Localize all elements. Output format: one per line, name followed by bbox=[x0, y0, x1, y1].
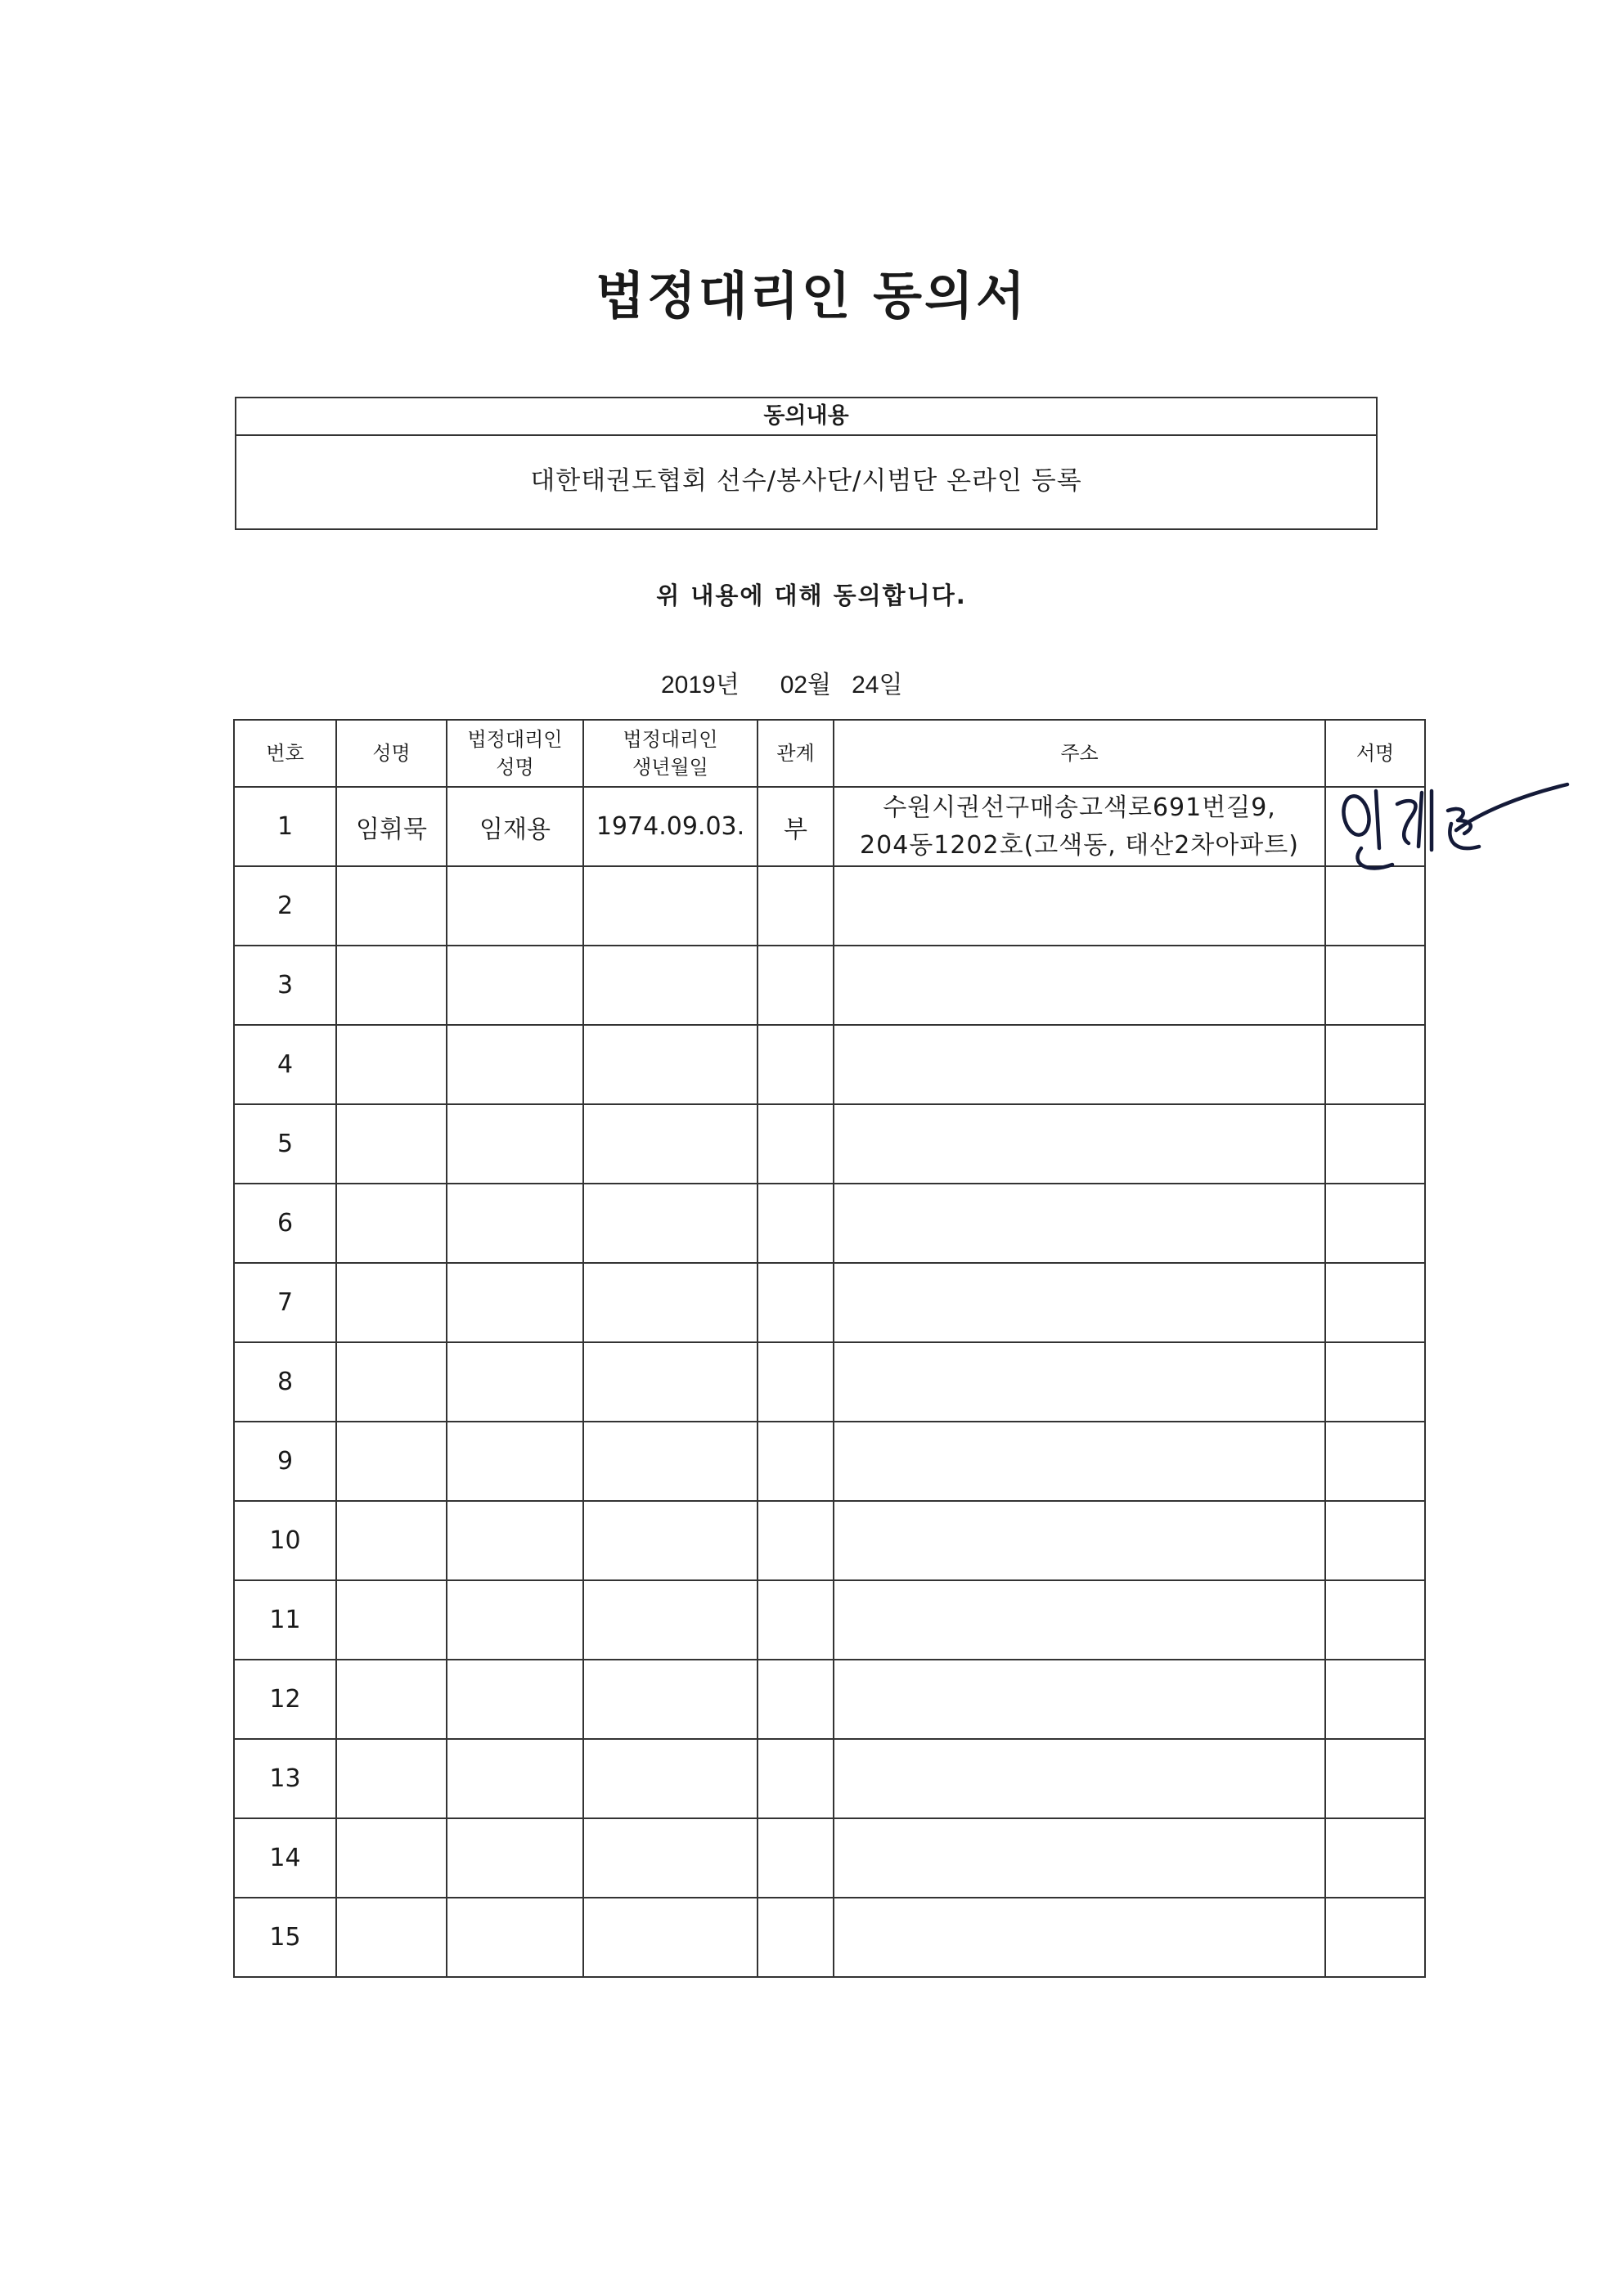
table-row bbox=[234, 1184, 1425, 1263]
consent-date: 2019년 02월 24일 bbox=[661, 672, 903, 699]
guardian-name-cell bbox=[447, 1104, 583, 1184]
student-name-cell bbox=[336, 946, 447, 1025]
guardian-birthdate-cell bbox=[583, 1025, 758, 1104]
guardian-name-cell bbox=[447, 1184, 583, 1263]
header-address: 주소 bbox=[834, 720, 1325, 787]
header-signature: 서명 bbox=[1325, 720, 1425, 787]
guardian-birthdate-cell bbox=[583, 1263, 758, 1342]
guardian-roster-table bbox=[233, 719, 1426, 1978]
row-number-cell: 13 bbox=[234, 1739, 336, 1818]
table-row bbox=[234, 946, 1425, 1025]
guardian-birthdate-cell bbox=[583, 1501, 758, 1580]
address-cell bbox=[834, 866, 1325, 946]
guardian-birthdate-cell bbox=[583, 1660, 758, 1739]
relation-cell bbox=[758, 1501, 834, 1580]
address-cell bbox=[834, 1184, 1325, 1263]
address-cell bbox=[834, 1104, 1325, 1184]
address-cell bbox=[834, 946, 1325, 1025]
guardian-name-cell bbox=[447, 1501, 583, 1580]
address-cell bbox=[834, 1501, 1325, 1580]
signature-cell bbox=[1325, 1818, 1425, 1898]
row-number-cell: 5 bbox=[234, 1104, 336, 1184]
address-cell bbox=[834, 1898, 1325, 1977]
row-number-cell: 8 bbox=[234, 1342, 336, 1422]
row-number-cell: 11 bbox=[234, 1580, 336, 1660]
header-guardian-name-line2: 성명 bbox=[496, 756, 534, 779]
guardian-birthdate-cell: 1974.09.03. bbox=[583, 787, 758, 866]
guardian-birthdate-cell bbox=[583, 1184, 758, 1263]
guardian-name-cell bbox=[447, 1898, 583, 1977]
address-cell bbox=[834, 1660, 1325, 1739]
student-name-cell bbox=[336, 1898, 447, 1977]
address-cell bbox=[834, 1580, 1325, 1660]
guardian-birthdate-cell bbox=[583, 1898, 758, 1977]
header-guardian-name bbox=[447, 720, 583, 787]
table-row bbox=[234, 1660, 1425, 1739]
consent-content-box bbox=[235, 397, 1378, 530]
guardian-name-cell bbox=[447, 946, 583, 1025]
row-number-cell: 7 bbox=[234, 1263, 336, 1342]
table-row bbox=[234, 1104, 1425, 1184]
guardian-name-cell bbox=[447, 1818, 583, 1898]
row-number-cell: 15 bbox=[234, 1898, 336, 1977]
signature-cell bbox=[1325, 1739, 1425, 1818]
student-name-cell bbox=[336, 1818, 447, 1898]
row-number-cell: 2 bbox=[234, 866, 336, 946]
relation-cell bbox=[758, 1739, 834, 1818]
table-row bbox=[234, 1422, 1425, 1501]
signature-cell bbox=[1325, 1184, 1425, 1263]
header-relation: 관계 bbox=[758, 720, 834, 787]
address-cell bbox=[834, 787, 1325, 866]
relation-cell bbox=[758, 1580, 834, 1660]
handwritten-signature bbox=[1325, 773, 1571, 879]
row-number-cell: 10 bbox=[234, 1501, 336, 1580]
address-cell bbox=[834, 1739, 1325, 1818]
guardian-birthdate-cell bbox=[583, 946, 758, 1025]
table-row bbox=[234, 1501, 1425, 1580]
student-name-cell bbox=[336, 866, 447, 946]
relation-cell bbox=[758, 1263, 834, 1342]
relation-cell: 부 bbox=[758, 787, 834, 866]
address-cell bbox=[834, 1263, 1325, 1342]
signature-cell bbox=[1325, 1898, 1425, 1977]
relation-cell bbox=[758, 866, 834, 946]
signature-cell bbox=[1325, 946, 1425, 1025]
student-name-cell bbox=[336, 1342, 447, 1422]
table-row bbox=[234, 1580, 1425, 1660]
row-number-cell: 4 bbox=[234, 1025, 336, 1104]
table-row bbox=[234, 1342, 1425, 1422]
row-number-cell: 12 bbox=[234, 1660, 336, 1739]
agreement-statement: 위 내용에 대해 동의합니다. bbox=[656, 582, 967, 609]
guardian-birthdate-cell bbox=[583, 1818, 758, 1898]
guardian-birthdate-cell bbox=[583, 1342, 758, 1422]
guardian-name-cell bbox=[447, 1263, 583, 1342]
address-cell bbox=[834, 1025, 1325, 1104]
student-name-cell bbox=[336, 1501, 447, 1580]
row-number-cell: 14 bbox=[234, 1818, 336, 1898]
consent-content-header: 동의내용 bbox=[236, 398, 1376, 436]
student-name-cell bbox=[336, 1263, 447, 1342]
guardian-name-cell bbox=[447, 1422, 583, 1501]
guardian-name-cell bbox=[447, 1660, 583, 1739]
table-row bbox=[234, 1263, 1425, 1342]
relation-cell bbox=[758, 1660, 834, 1739]
guardian-name-cell bbox=[447, 1580, 583, 1660]
address-cell bbox=[834, 1818, 1325, 1898]
consent-content-text: 대한태권도협회 선수/봉사단/시범단 온라인 등록 bbox=[530, 466, 1082, 496]
relation-cell bbox=[758, 1898, 834, 1977]
table-row bbox=[234, 1025, 1425, 1104]
signature-cell bbox=[1325, 1342, 1425, 1422]
signature-cell bbox=[1325, 1025, 1425, 1104]
header-name: 성명 bbox=[336, 720, 447, 787]
header-guardian-birthdate-line1: 법정대리인 bbox=[623, 728, 718, 751]
relation-cell bbox=[758, 946, 834, 1025]
guardian-birthdate-cell bbox=[583, 1580, 758, 1660]
document-title: 법정대리인 동의서 bbox=[596, 266, 1027, 326]
guardian-name-cell bbox=[447, 1342, 583, 1422]
address-cell bbox=[834, 1342, 1325, 1422]
address-line-2: 204동1202호(고색동, 태산2차아파트) bbox=[860, 830, 1299, 860]
guardian-birthdate-cell bbox=[583, 866, 758, 946]
header-guardian-name-line1: 법정대리인 bbox=[467, 728, 563, 751]
student-name-cell bbox=[336, 1739, 447, 1818]
address-cell bbox=[834, 1422, 1325, 1501]
table-row bbox=[234, 1739, 1425, 1818]
student-name-cell bbox=[336, 1025, 447, 1104]
signature-cell bbox=[1325, 1422, 1425, 1501]
row-number-cell: 6 bbox=[234, 1184, 336, 1263]
row-number-cell: 9 bbox=[234, 1422, 336, 1501]
student-name-cell bbox=[336, 1184, 447, 1263]
signature-cell bbox=[1325, 1580, 1425, 1660]
guardian-birthdate-cell bbox=[583, 1104, 758, 1184]
relation-cell bbox=[758, 1184, 834, 1263]
student-name-cell: 임휘묵 bbox=[336, 787, 447, 866]
signature-cell bbox=[1325, 1263, 1425, 1342]
relation-cell bbox=[758, 1342, 834, 1422]
row-number-cell: 1 bbox=[234, 787, 336, 866]
header-guardian-birthdate-line2: 생년월일 bbox=[632, 756, 708, 779]
relation-cell bbox=[758, 1104, 834, 1184]
table-row bbox=[234, 787, 1425, 866]
student-name-cell bbox=[336, 1660, 447, 1739]
signature-cell bbox=[1325, 1660, 1425, 1739]
address-line-1: 수원시권선구매송고색로691번길9, bbox=[883, 793, 1276, 822]
relation-cell bbox=[758, 1422, 834, 1501]
relation-cell bbox=[758, 1025, 834, 1104]
student-name-cell bbox=[336, 1580, 447, 1660]
signature-cell bbox=[1325, 1501, 1425, 1580]
table-row bbox=[234, 866, 1425, 946]
guardian-name-cell: 임재용 bbox=[447, 787, 583, 866]
guardian-name-cell bbox=[447, 1025, 583, 1104]
row-number-cell: 3 bbox=[234, 946, 336, 1025]
guardian-name-cell bbox=[447, 866, 583, 946]
table-row bbox=[234, 1898, 1425, 1977]
header-number: 번호 bbox=[234, 720, 336, 787]
signature-cell bbox=[1325, 1104, 1425, 1184]
table-header-row bbox=[234, 720, 1425, 787]
guardian-name-cell bbox=[447, 1739, 583, 1818]
table-row bbox=[234, 1818, 1425, 1898]
relation-cell bbox=[758, 1818, 834, 1898]
student-name-cell bbox=[336, 1422, 447, 1501]
header-guardian-birthdate bbox=[583, 720, 758, 787]
guardian-birthdate-cell bbox=[583, 1739, 758, 1818]
guardian-birthdate-cell bbox=[583, 1422, 758, 1501]
student-name-cell bbox=[336, 1104, 447, 1184]
